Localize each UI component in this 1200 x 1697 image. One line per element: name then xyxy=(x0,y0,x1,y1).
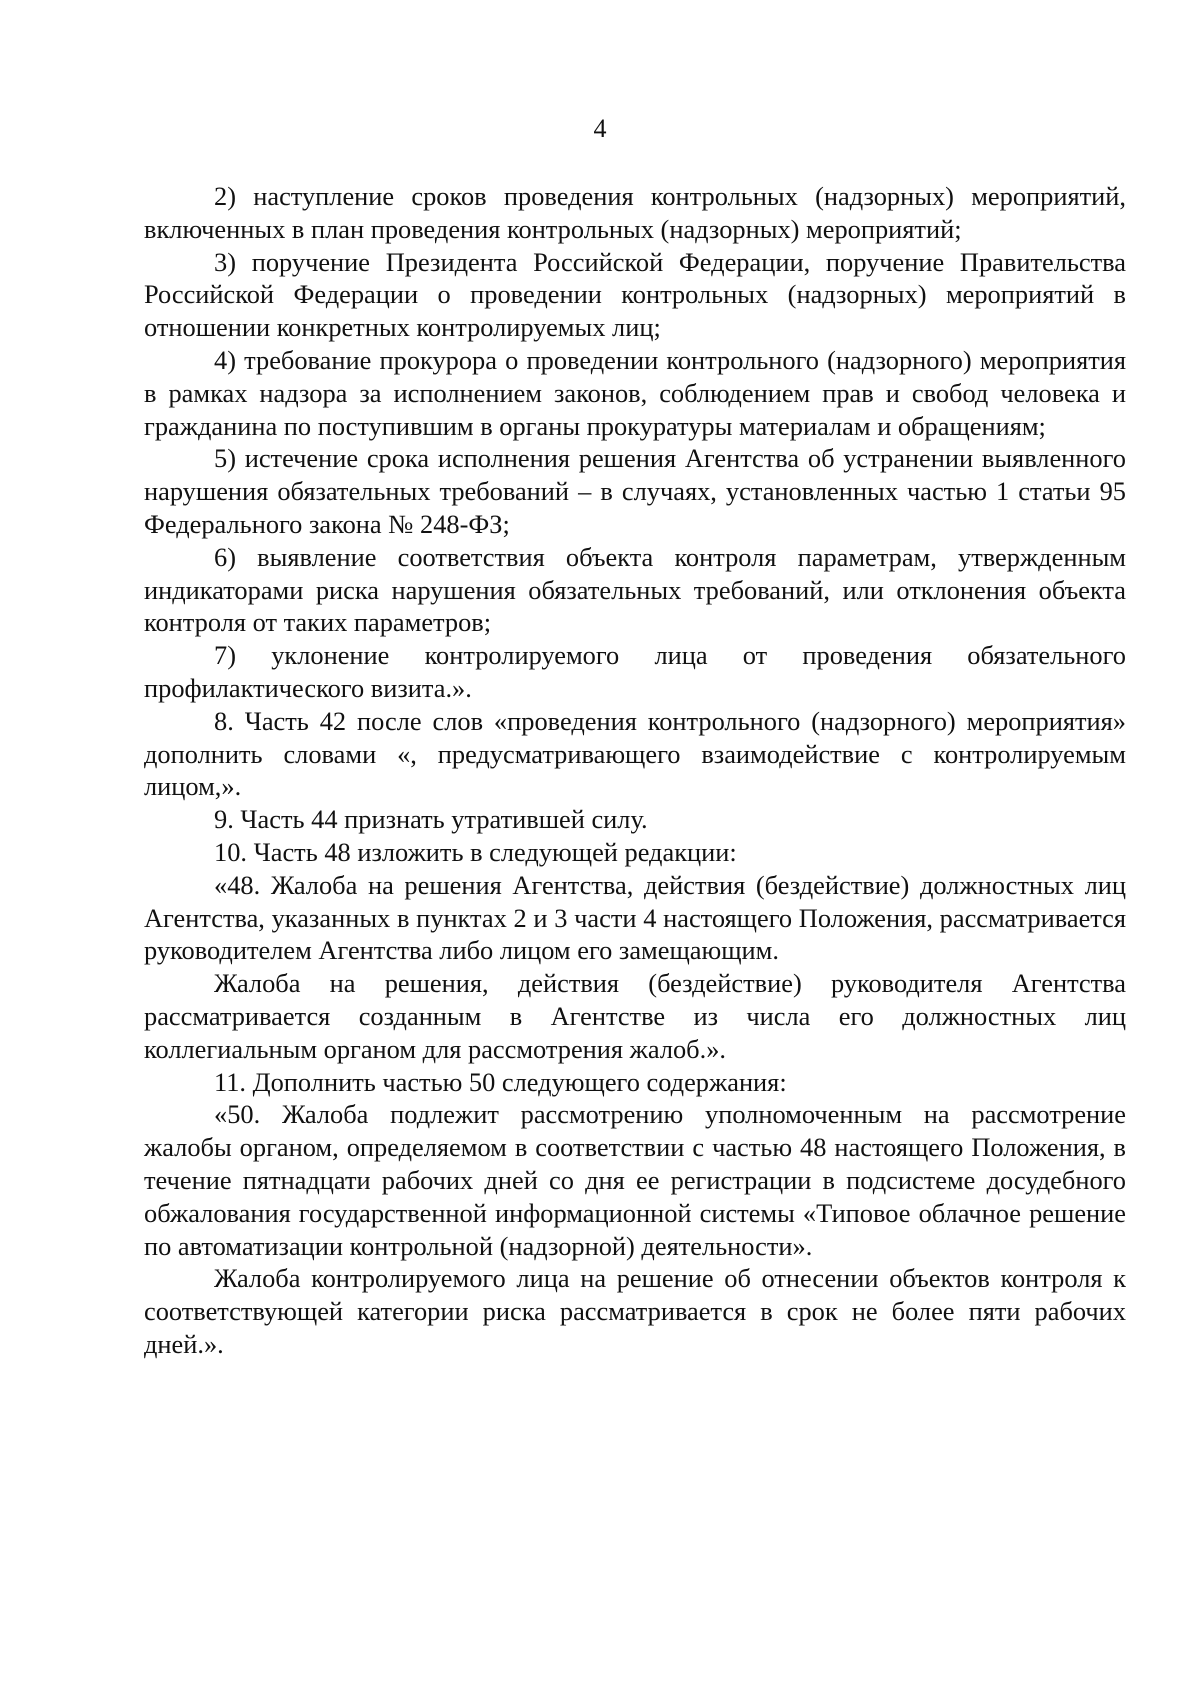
document-body xyxy=(144,180,1126,1361)
page-number: 4 xyxy=(593,114,607,143)
paragraph-part-50-continued: Жалоба контролируемого лица на решение об отнесении объектов контроля к соответствующей категории риска рассматривается в срок не более пяти рабочих дней.». xyxy=(144,1263,1126,1359)
paragraph-item-5: 5) истечение срока исполнения решения Агентства об устранении выявленного нарушения обязательных требований – в случаях, установленных частью 1 статьи 95 Федерального закона № 248-ФЗ; xyxy=(144,443,1126,539)
paragraph-part-48-continued: Жалоба на решения, действия (бездействие) руководителя Агентства рассматривается созданным в Агентстве из числа его должностных лиц коллегиальным органом для рассмотрения жалоб.». xyxy=(144,968,1126,1064)
paragraph-part-48: «48. Жалоба на решения Агентства, действия (бездействие) должностных лиц Агентства, указанных в пунктах 2 и 3 части 4 настоящего Положения, рассматривается руководителем Агентства либо лицом его замещающим. xyxy=(144,869,1126,966)
paragraph-item-6: 6) выявление соответствия объекта контроля параметрам, утвержденным индикаторами риска нарушения обязательных требований, или отклонения объекта контроля от таких параметров; xyxy=(144,541,1126,638)
paragraph-point-10: 10. Часть 48 изложить в следующей редакции: xyxy=(214,836,737,867)
paragraph-item-3: 3) поручение Президента Российской Федерации, поручение Правительства Российской Федерации о проведении контрольных (надзорных) мероприятий в отношении конкретных контролируемых лиц; xyxy=(144,246,1126,343)
paragraph-point-9: 9. Часть 44 признать утратившей силу. xyxy=(214,804,648,835)
paragraph-part-50: «50. Жалоба подлежит рассмотрению уполномоченным на рассмотрение жалобы органом, определяемом в соответствии с частью 48 настоящего Положения, в течение пятнадцати рабочих дней со дня ее регистрации в подсистеме досудебного обжалования государственной информационной системы «Типовое облачное решение по автоматизации контрольной (надзорной) деятельности». xyxy=(144,1099,1126,1261)
paragraph-item-2: 2) наступление сроков проведения контрольных (надзорных) мероприятий, включенных в план проведения контрольных (надзорных) мероприятий; xyxy=(144,181,1126,244)
paragraph-point-11: 11. Дополнить частью 50 следующего содержания: xyxy=(214,1066,787,1097)
paragraph-point-8: 8. Часть 42 после слов «проведения контрольного (надзорного) мероприятия» дополнить словами «, предусматривающего взаимодействие с контролируемым лицом,». xyxy=(144,705,1126,802)
paragraph-item-7: 7) уклонение контролируемого лица от проведения обязательного профилактического визита.». xyxy=(144,640,1126,703)
paragraph-item-4: 4) требование прокурора о проведении контрольного (надзорного) мероприятия в рамках надзора за исполнением законов, соблюдением прав и свобод человека и гражданина по поступившим в органы прокуратуры материалам и обращениям; xyxy=(144,344,1126,441)
